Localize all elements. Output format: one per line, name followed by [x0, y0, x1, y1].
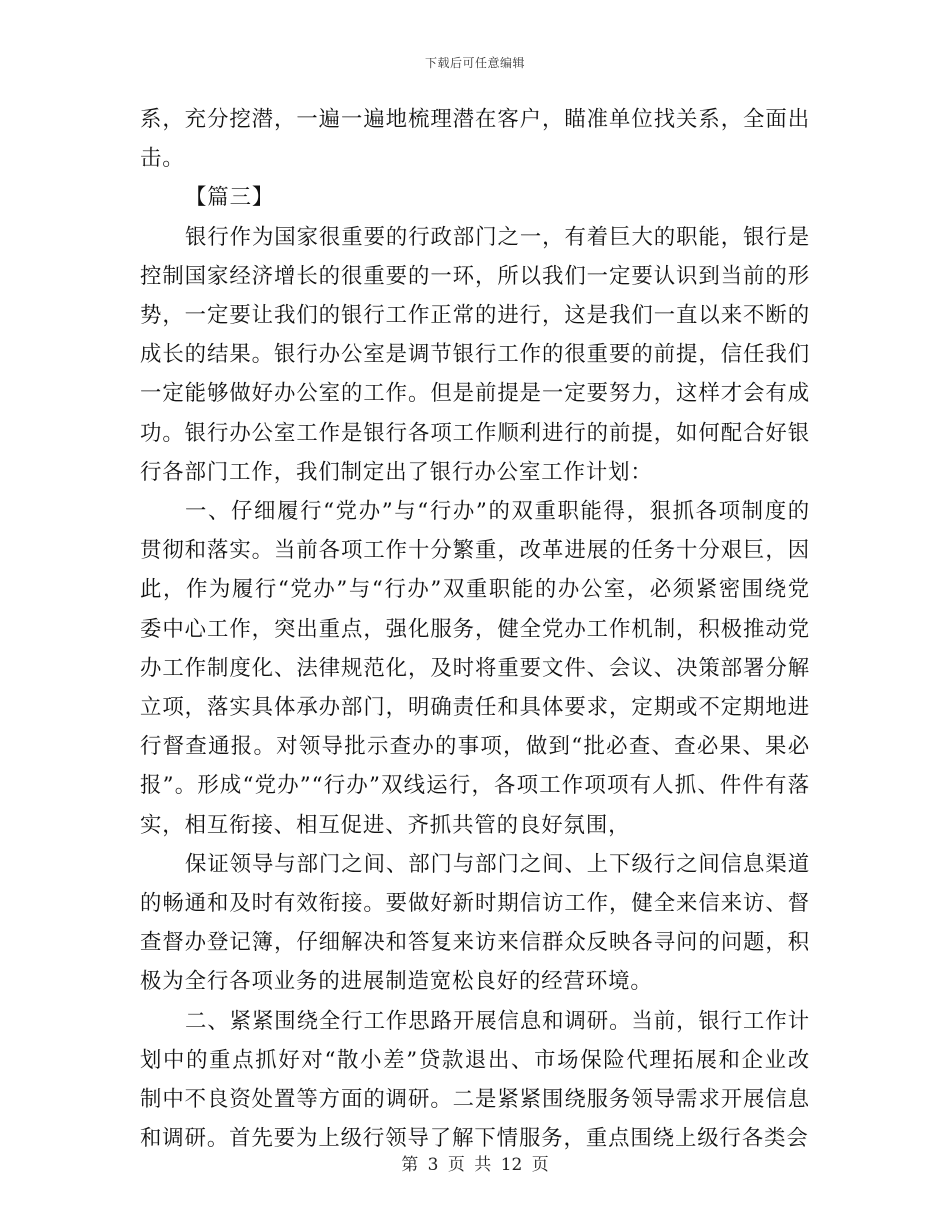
paragraph-intro: 银行作为国家很重要的行政部门之一，有着巨大的职能，银行是控制国家经济增长的很重要的一环，所以我们一定要认识到当前的形势，一定要让我们的银行工作正常的进行，这是我们一直以来不断的成长的结果。银行办公室是调节银行工作的很重要的前提，信任我们一定能够做好办公室的工作。但是前提是一定要努力，这样才会有成功。银行办公室工作是银行各项工作顺利进行的前提，如何配合好银行各部门工作，我们制定出了银行办公室工作计划：	[140, 224, 810, 485]
paragraph-item-one-continued: 保证领导与部门之间、部门与部门之间、上下级行之间信息渠道的畅通和及时有效衔接。要做好新时期信访工作，健全来信来访、督查督办登记簿，仔细解决和答复来访来信群众反映各寻问的问题，积极为全行各项业务的进展制造宽松良好的经营环境。	[140, 851, 810, 995]
document-body	[140, 100, 810, 1158]
paragraph-item-one: 一、仔细履行“党办”与“行办”的双重职能得，狠抓各项制度的贯彻和落实。当前各项工作十分繁重，改革进展的任务十分艰巨，因此，作为履行“党办”与“行办”双重职能的办公室，必须紧密围绕党委中心工作，突出重点，强化服务，健全党办工作机制，积极推动党办工作制度化、法律规范化，及时将重要文件、会议、决策部署分解立项，落实具体承办部门，明确责任和具体要求，定期或不定期地进行督查通报。对领导批示查办的事项，做到“批必查、查必果、果必报”。形成“党办”“行办”双线运行，各项工作项项有人抓、件件有落实，相互衔接、相互促进、齐抓共管的良好氛围，	[140, 499, 810, 838]
page-header-note: 下载后可任意编辑	[424, 56, 525, 70]
section-title: 【篇三】	[185, 185, 275, 211]
paragraph-continued: 系，充分挖潜，一遍一遍地梳理潜在客户，瞄准单位找关系，全面出击。	[140, 107, 810, 172]
page-number-footer: 第 3 页 共 12 页	[401, 1155, 549, 1175]
paragraph-item-two: 二、紧紧围绕全行工作思路开展信息和调研。当前，银行工作计划中的重点抓好对“散小差”贷款退出、市场保险代理拓展和企业改制中不良资处置等方面的调研。二是紧紧围绕服务领导需求开展信息和调研。首先要为上级行领导了解下情服务，重点围绕上级行各类会	[140, 1008, 810, 1152]
